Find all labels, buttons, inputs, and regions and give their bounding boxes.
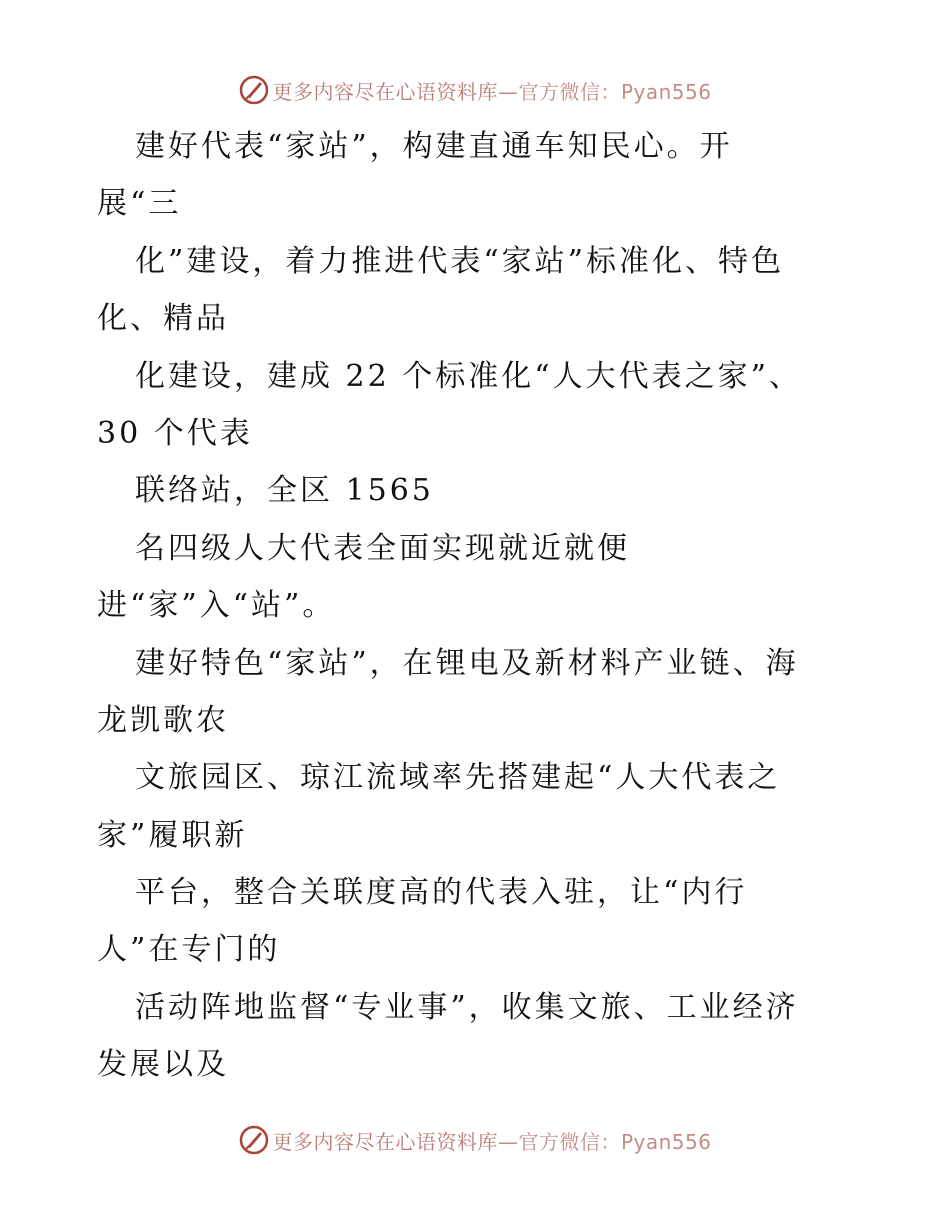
text-line: 进“家”入“站”。 xyxy=(97,588,336,624)
text-line: 龙凯歌农 xyxy=(97,702,229,738)
quill-logo-icon xyxy=(238,74,270,106)
text-line: 名四级人大代表全面实现就近就便 xyxy=(135,530,630,566)
text-line: 30 个代表 xyxy=(97,415,253,451)
text-line: 化、精品 xyxy=(97,301,229,337)
text-line: 化”建设，着力推进代表“家站”标准化、特色 xyxy=(135,243,785,279)
text-line: 平台，整合关联度高的代表入驻，让“内行 xyxy=(135,875,748,911)
watermark-main: 更多内容尽在心语资料库 xyxy=(272,1129,498,1154)
watermark-main: 更多内容尽在心语资料库 xyxy=(272,79,498,104)
text-line: 联络站，全区 1565 xyxy=(135,473,434,509)
footer-watermark xyxy=(0,1118,950,1162)
watermark-contact: —官方微信：Pyan556 xyxy=(497,79,712,104)
watermark-contact: —官方微信：Pyan556 xyxy=(497,1129,712,1154)
quill-logo-icon xyxy=(238,1124,270,1156)
text-line: 活动阵地监督“专业事”，收集文旅、工业经济 xyxy=(135,989,799,1025)
text-line: 发展以及 xyxy=(97,1047,229,1083)
text-line: 人”在专门的 xyxy=(97,932,281,968)
text-line: 化建设，建成 22 个标准化“人大代表之家”、 xyxy=(135,358,802,394)
text-line: 家”履职新 xyxy=(97,817,248,853)
watermark-text xyxy=(272,1126,711,1155)
document-body xyxy=(97,118,897,1094)
text-line: 建好代表“家站”，构建直通车知民心。开 xyxy=(135,129,733,164)
text-line: 建好特色“家站”，在锂电及新材料产业链、海 xyxy=(135,645,799,681)
text-line: 文旅园区、琼江流域率先搭建起“人大代表之 xyxy=(135,760,781,796)
watermark-text xyxy=(272,76,711,105)
header-watermark xyxy=(0,68,950,112)
text-line: 展“三 xyxy=(97,186,182,222)
